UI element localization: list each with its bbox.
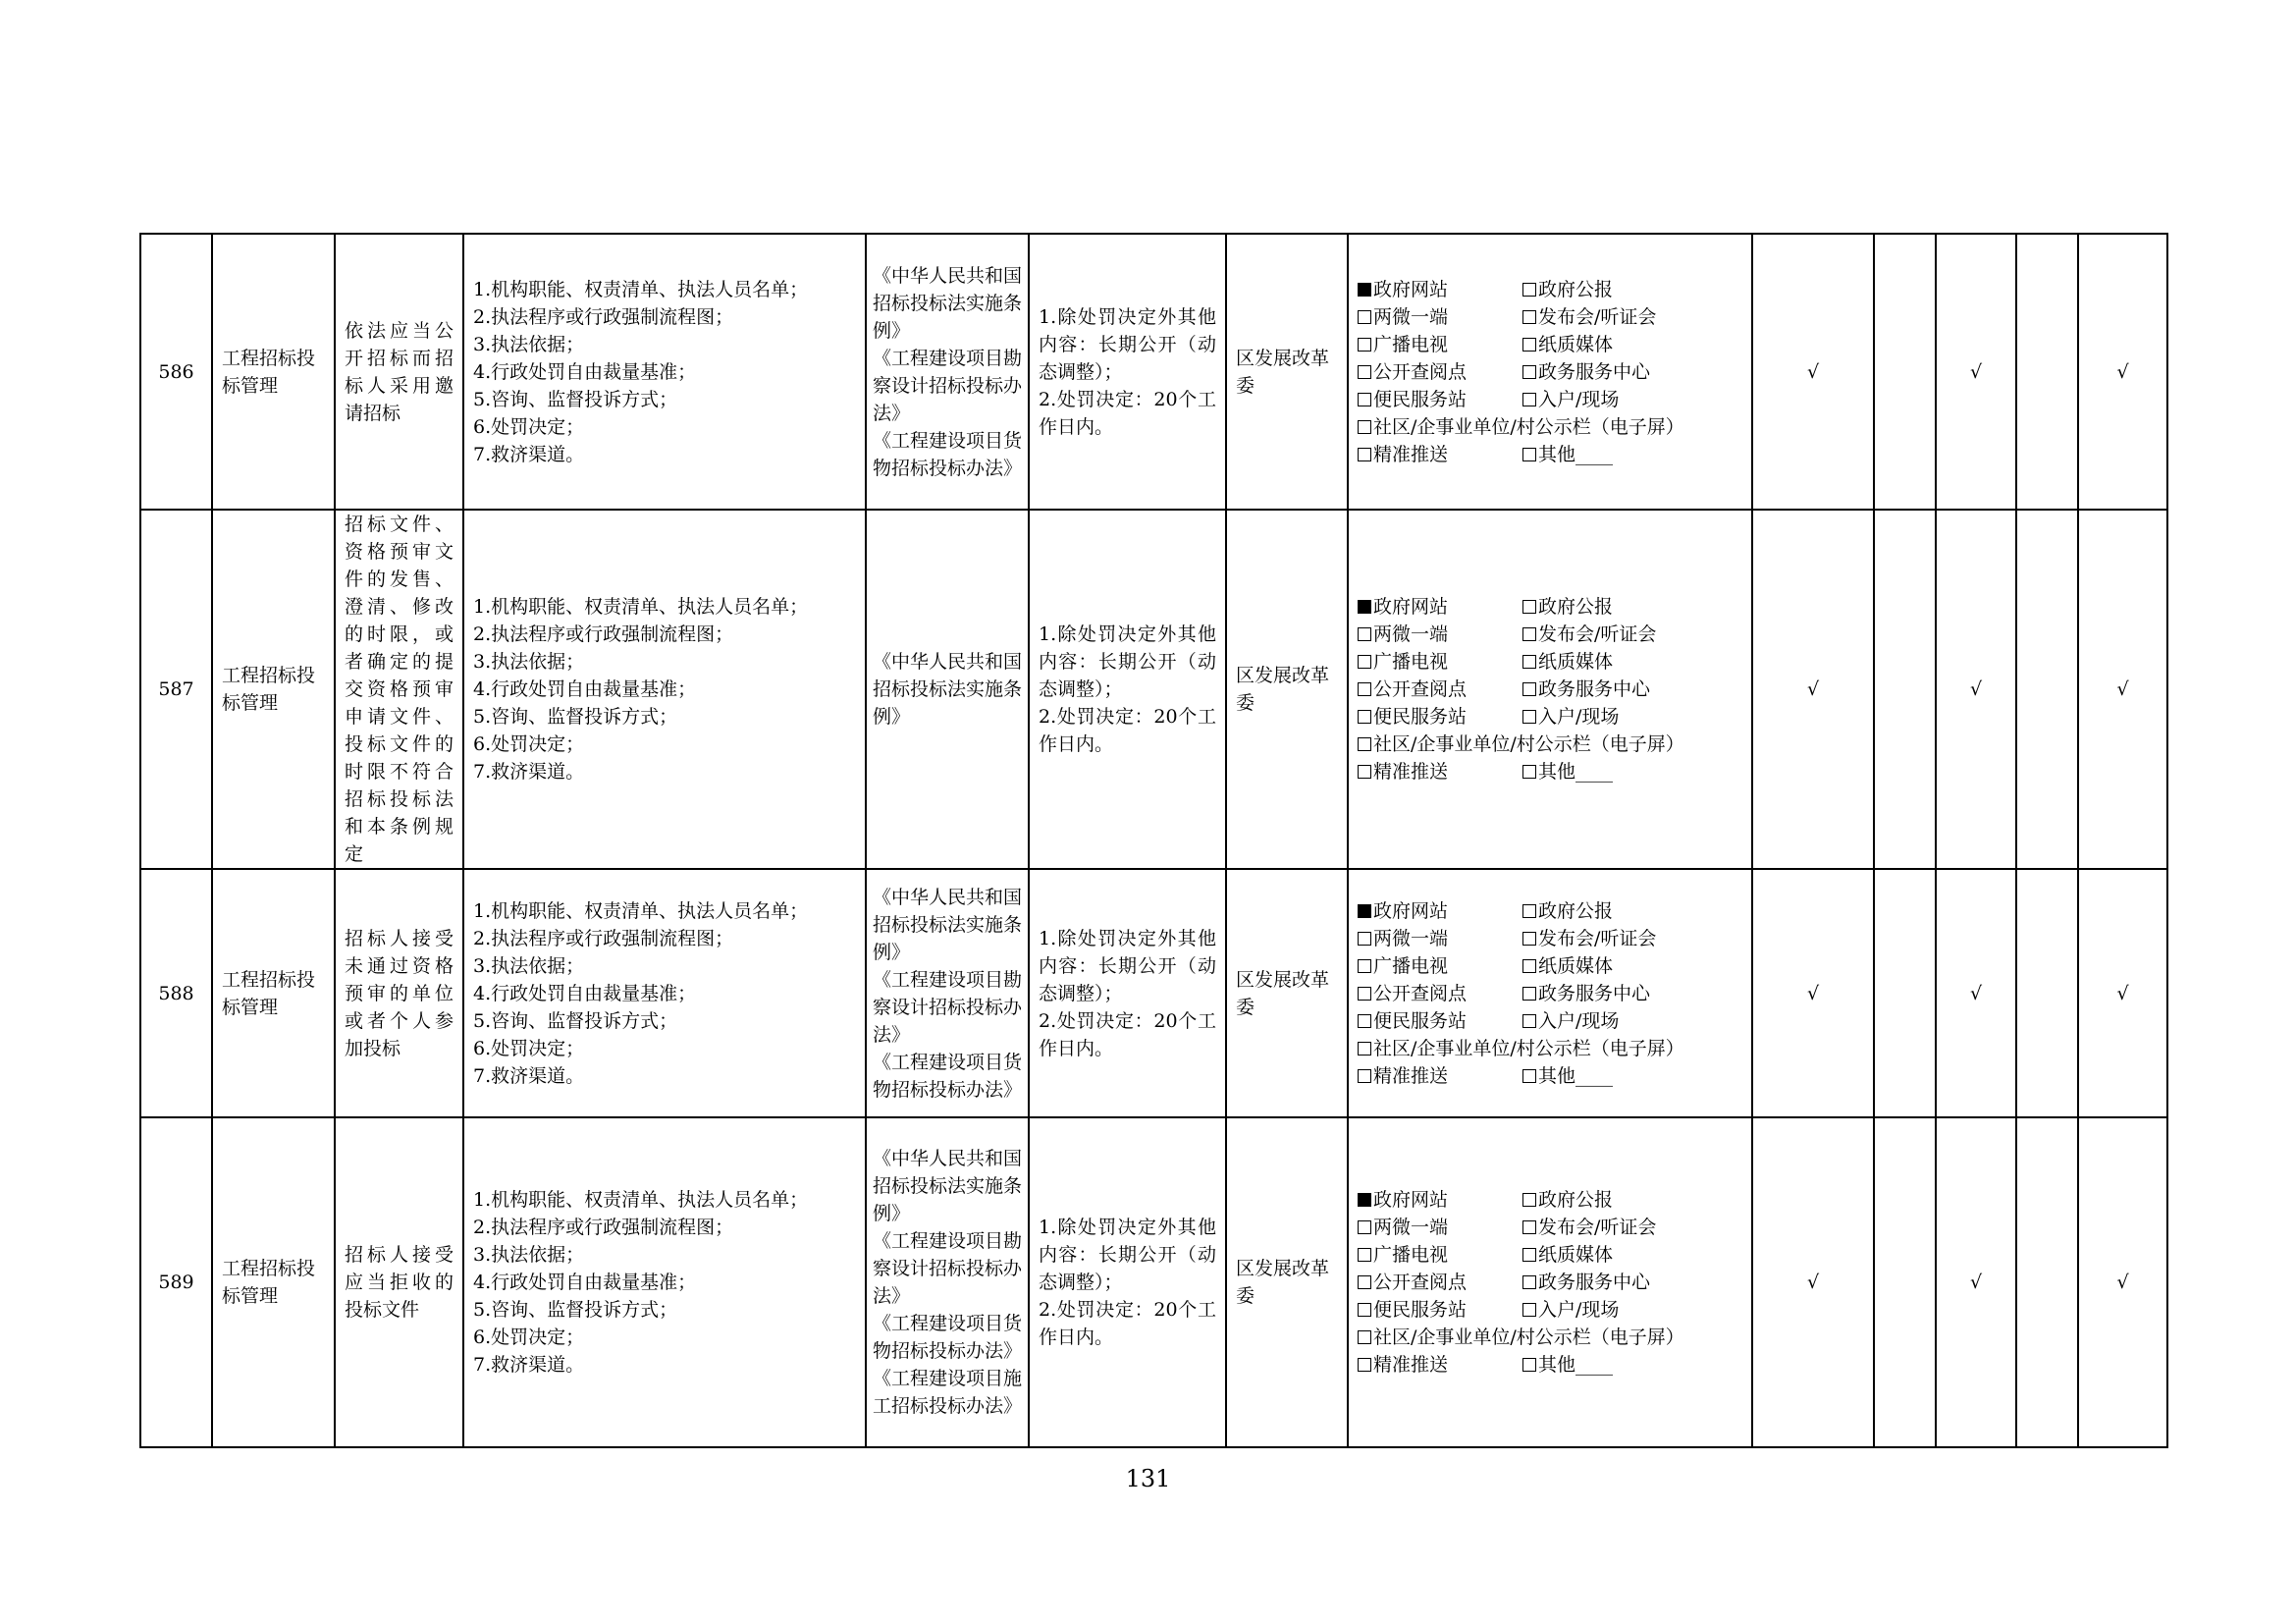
checkbox-icon	[1358, 682, 1371, 696]
empty-cell	[1874, 510, 1936, 869]
checkbox-icon	[1358, 1330, 1371, 1344]
channel-option	[1522, 593, 1719, 621]
channel-label: 政府网站	[1373, 1189, 1449, 1211]
channel-option	[1358, 1351, 1522, 1379]
channel-label: 发布会/听证会	[1538, 305, 1657, 328]
channel-label: 便民服务站	[1373, 706, 1468, 728]
checked-box-icon	[1358, 600, 1371, 614]
channel-label: 公开查阅点	[1373, 1272, 1468, 1293]
channel-label: 公开查阅点	[1373, 982, 1468, 1004]
check-mark: √	[1936, 1117, 2016, 1447]
channel-label: 政府公报	[1538, 596, 1614, 618]
channel-label: 纸质媒体	[1538, 333, 1614, 355]
channel-option	[1358, 731, 1719, 758]
channel-option	[1358, 1186, 1522, 1214]
channel-option	[1522, 1269, 1719, 1296]
channel-option	[1358, 758, 1522, 785]
channel-option	[1358, 303, 1522, 331]
check-mark: √	[1752, 234, 1874, 510]
checkbox-icon	[1358, 1358, 1371, 1372]
checkbox-icon	[1522, 600, 1536, 614]
checkbox-icon	[1522, 448, 1536, 461]
check-mark: √	[2078, 510, 2167, 869]
channel-option	[1358, 1035, 1719, 1062]
channel-option	[1522, 276, 1719, 303]
row-number: 589	[140, 1117, 212, 1447]
checked-box-icon	[1358, 283, 1371, 297]
checkbox-icon	[1358, 765, 1371, 779]
row-number: 588	[140, 869, 212, 1117]
channel-list	[1358, 276, 1742, 468]
channel-label: 政府网站	[1373, 899, 1449, 922]
checkbox-icon	[1522, 627, 1536, 641]
checkbox-icon	[1358, 932, 1371, 946]
channel-option	[1358, 1007, 1522, 1035]
channel-label: 公开查阅点	[1373, 360, 1468, 383]
channel-label: 精准推送	[1373, 761, 1449, 783]
checkbox-icon	[1522, 1220, 1536, 1234]
content-cell: 1.机构职能、权责清单、执法人员名单； 2.执法程序或行政强制流程图； 3.执法依据； 4.行政处罚自由裁量基准； 5.咨询、监督投诉方式； 6.处罚决定； 7.救济渠道。	[463, 1117, 866, 1447]
checkbox-icon	[1522, 1358, 1536, 1372]
checked-box-icon	[1358, 904, 1371, 918]
channel-label: 广播电视	[1373, 954, 1449, 977]
timing-cell: 1.除处罚决定外其他内容：长期公开（动态调整）； 2.处罚决定：20个工作日内。	[1029, 1117, 1226, 1447]
channel-option	[1358, 703, 1522, 731]
channel-option	[1522, 980, 1719, 1007]
channel-option	[1522, 1186, 1719, 1214]
channel-option	[1358, 593, 1522, 621]
channel-label: 纸质媒体	[1538, 954, 1614, 977]
channels-cell	[1348, 510, 1752, 869]
check-mark: √	[2078, 869, 2167, 1117]
channels-cell	[1348, 234, 1752, 510]
table-row	[140, 1117, 2167, 1447]
checkbox-icon	[1522, 283, 1536, 297]
checkbox-icon	[1522, 365, 1536, 379]
checkbox-icon	[1522, 959, 1536, 973]
checkbox-icon	[1522, 765, 1536, 779]
checkbox-icon	[1358, 1042, 1371, 1056]
empty-cell	[1874, 234, 1936, 510]
checkbox-icon	[1358, 365, 1371, 379]
item-cell: 依法应当公开招标而招标人采用邀请招标	[335, 234, 463, 510]
checkbox-icon	[1358, 1248, 1371, 1262]
channel-label: 其他____	[1538, 761, 1614, 783]
checkbox-icon	[1522, 393, 1536, 406]
channel-label: 社区/企事业单位/村公示栏（电子屏）	[1373, 1326, 1684, 1348]
checkbox-icon	[1358, 627, 1371, 641]
agency-cell: 区发展改革委	[1226, 234, 1348, 510]
channels-cell	[1348, 869, 1752, 1117]
checkbox-icon	[1358, 710, 1371, 724]
content-cell: 1.机构职能、权责清单、执法人员名单； 2.执法程序或行政强制流程图； 3.执法依据； 4.行政处罚自由裁量基准； 5.咨询、监督投诉方式； 6.处罚决定； 7.救济渠道。	[463, 510, 866, 869]
channel-label: 其他____	[1538, 1064, 1614, 1087]
channel-label: 政府公报	[1538, 278, 1614, 300]
checkbox-icon	[1522, 1069, 1536, 1083]
empty-cell	[1874, 869, 1936, 1117]
channel-option	[1358, 1324, 1719, 1351]
checkbox-icon	[1358, 1275, 1371, 1289]
channel-option	[1358, 980, 1522, 1007]
channel-label: 广播电视	[1373, 333, 1449, 355]
checkbox-icon	[1522, 310, 1536, 324]
channel-option	[1522, 648, 1719, 676]
checkbox-icon	[1522, 710, 1536, 724]
channel-option	[1358, 386, 1522, 413]
checkbox-icon	[1358, 448, 1371, 461]
timing-cell: 1.除处罚决定外其他内容：长期公开（动态调整）； 2.处罚决定：20个工作日内。	[1029, 510, 1226, 869]
checkbox-icon	[1522, 338, 1536, 352]
checkbox-icon	[1358, 420, 1371, 434]
channel-label: 政府公报	[1538, 899, 1614, 922]
row-number: 587	[140, 510, 212, 869]
channel-label: 政务服务中心	[1538, 360, 1651, 383]
channel-label: 发布会/听证会	[1538, 1217, 1657, 1238]
content-cell: 1.机构职能、权责清单、执法人员名单； 2.执法程序或行政强制流程图； 3.执法依据； 4.行政处罚自由裁量基准； 5.咨询、监督投诉方式； 6.处罚决定； 7.救济渠道。	[463, 869, 866, 1117]
channel-label: 精准推送	[1373, 1064, 1449, 1087]
timing-cell: 1.除处罚决定外其他内容：长期公开（动态调整）； 2.处罚决定：20个工作日内。	[1029, 869, 1226, 1117]
channel-list	[1358, 1186, 1742, 1379]
check-mark: √	[1936, 234, 2016, 510]
channel-label: 发布会/听证会	[1538, 623, 1657, 645]
channel-label: 社区/企事业单位/村公示栏（电子屏）	[1373, 733, 1684, 755]
check-mark: √	[1752, 1117, 1874, 1447]
agency-cell: 区发展改革委	[1226, 869, 1348, 1117]
basis-cell: 《中华人民共和国招标投标法实施条例》 《工程建设项目勘察设计招标投标办 法》 《工程建设项目货物招标投标办法》	[866, 234, 1029, 510]
checkbox-icon	[1522, 932, 1536, 946]
channel-option	[1358, 276, 1522, 303]
channel-label: 政府公报	[1538, 1189, 1614, 1211]
table-row	[140, 869, 2167, 1117]
channel-label: 两微一端	[1373, 623, 1449, 645]
row-number: 586	[140, 234, 212, 510]
channel-list	[1358, 593, 1742, 785]
channel-label: 广播电视	[1373, 651, 1449, 673]
channel-label: 便民服务站	[1373, 1009, 1468, 1032]
empty-cell	[2016, 234, 2078, 510]
channel-option	[1522, 758, 1719, 785]
check-mark: √	[2078, 234, 2167, 510]
channel-option	[1522, 897, 1719, 925]
channel-option	[1522, 441, 1719, 468]
check-mark: √	[1936, 510, 2016, 869]
checkbox-icon	[1358, 1220, 1371, 1234]
content-cell: 1.机构职能、权责清单、执法人员名单； 2.执法程序或行政强制流程图； 3.执法依据； 4.行政处罚自由裁量基准； 5.咨询、监督投诉方式； 6.处罚决定； 7.救济渠道。	[463, 234, 866, 510]
channel-option	[1522, 676, 1719, 703]
page-number: 131	[1125, 1465, 1171, 1492]
check-mark: √	[1752, 869, 1874, 1117]
channel-option	[1522, 1062, 1719, 1090]
channel-option	[1358, 331, 1522, 358]
channel-label: 发布会/听证会	[1538, 927, 1657, 949]
channel-label: 政务服务中心	[1538, 678, 1651, 700]
channel-label: 社区/企事业单位/村公示栏（电子屏）	[1373, 1037, 1684, 1059]
channel-option	[1358, 1062, 1522, 1090]
category-cell: 工程招标投标管理	[212, 510, 335, 869]
channel-option	[1358, 358, 1522, 386]
channel-option	[1522, 1214, 1719, 1241]
channel-list	[1358, 897, 1742, 1090]
channel-label: 两微一端	[1373, 1217, 1449, 1238]
channel-option	[1522, 1351, 1719, 1379]
channel-label: 入户/现场	[1538, 1009, 1620, 1032]
channel-option	[1358, 1214, 1522, 1241]
channel-option	[1522, 386, 1719, 413]
empty-cell	[2016, 1117, 2078, 1447]
checkbox-icon	[1522, 987, 1536, 1001]
checkbox-icon	[1358, 1303, 1371, 1317]
channel-label: 入户/现场	[1538, 706, 1620, 728]
checkbox-icon	[1522, 682, 1536, 696]
agency-cell: 区发展改革委	[1226, 1117, 1348, 1447]
checkbox-icon	[1358, 1014, 1371, 1028]
channel-option	[1358, 413, 1719, 441]
channel-label: 精准推送	[1373, 1354, 1449, 1376]
channel-option	[1358, 1269, 1522, 1296]
channel-option	[1358, 648, 1522, 676]
channel-label: 广播电视	[1373, 1244, 1449, 1266]
channel-option	[1522, 1241, 1719, 1269]
category-cell: 工程招标投标管理	[212, 869, 335, 1117]
channel-label: 精准推送	[1373, 443, 1449, 465]
checkbox-icon	[1358, 655, 1371, 669]
checkbox-icon	[1358, 959, 1371, 973]
basis-cell: 《中华人民共和国招标投标法实施条例》 《工程建设项目勘察设计招标投标办法》 《工程建设项目货物招标投标办法》	[866, 869, 1029, 1117]
channel-label: 两微一端	[1373, 927, 1449, 949]
checkbox-icon	[1522, 1303, 1536, 1317]
channel-option	[1522, 703, 1719, 731]
empty-cell	[2016, 510, 2078, 869]
channel-label: 便民服务站	[1373, 388, 1468, 410]
agency-cell: 区发展改革委	[1226, 510, 1348, 869]
checkbox-icon	[1358, 393, 1371, 406]
empty-cell	[2016, 869, 2078, 1117]
channel-option	[1358, 676, 1522, 703]
channel-label: 入户/现场	[1538, 1299, 1620, 1321]
channel-option	[1358, 897, 1522, 925]
checkbox-icon	[1522, 904, 1536, 918]
checkbox-icon	[1358, 310, 1371, 324]
channel-option	[1522, 1007, 1719, 1035]
channel-option	[1522, 358, 1719, 386]
channel-label: 其他____	[1538, 443, 1614, 465]
channel-option	[1522, 303, 1719, 331]
channel-option	[1358, 925, 1522, 952]
channel-option	[1522, 925, 1719, 952]
channel-option	[1522, 1296, 1719, 1324]
channel-option	[1358, 1241, 1522, 1269]
checkbox-icon	[1522, 1248, 1536, 1262]
item-cell: 招标人接受应当拒收的投标文件	[335, 1117, 463, 1447]
basis-cell: 《中华人民共和国招标投标法实施条例》	[866, 510, 1029, 869]
checkbox-icon	[1358, 737, 1371, 751]
channel-option	[1358, 441, 1522, 468]
empty-cell	[1874, 1117, 1936, 1447]
checkbox-icon	[1522, 1275, 1536, 1289]
checked-box-icon	[1358, 1193, 1371, 1207]
channels-cell	[1348, 1117, 1752, 1447]
checkbox-icon	[1522, 1014, 1536, 1028]
category-cell: 工程招标投标管理	[212, 1117, 335, 1447]
checkbox-icon	[1522, 655, 1536, 669]
table-row	[140, 510, 2167, 869]
checkbox-icon	[1522, 1193, 1536, 1207]
channel-label: 社区/企事业单位/村公示栏（电子屏）	[1373, 415, 1684, 438]
channel-option	[1522, 621, 1719, 648]
channel-label: 两微一端	[1373, 305, 1449, 328]
channel-label: 入户/现场	[1538, 388, 1620, 410]
channel-label: 政务服务中心	[1538, 982, 1651, 1004]
item-cell: 招标文件、资格预审文件的发售、澄清、修改的时限，或者确定的提交资格预审申请文件、投标文件的时限不符合招标投标法和本条例规定	[335, 510, 463, 869]
category-cell: 工程招标投标管理	[212, 234, 335, 510]
item-cell: 招标人接受未通过资格预审的单位或者个人参加投标	[335, 869, 463, 1117]
channel-option	[1358, 952, 1522, 980]
check-mark: √	[2078, 1117, 2167, 1447]
table-row	[140, 234, 2167, 510]
channel-label: 政府网站	[1373, 596, 1449, 618]
checkbox-icon	[1358, 338, 1371, 352]
channel-label: 其他____	[1538, 1354, 1614, 1376]
channel-label: 政府网站	[1373, 278, 1449, 300]
channel-label: 纸质媒体	[1538, 1244, 1614, 1266]
channel-option	[1358, 621, 1522, 648]
checkbox-icon	[1358, 1069, 1371, 1083]
channel-option	[1358, 1296, 1522, 1324]
disclosure-table	[139, 233, 2168, 1448]
timing-cell: 1.除处罚决定外其他内容：长期公开（动态调整）； 2.处罚决定：20个工作日内。	[1029, 234, 1226, 510]
channel-label: 纸质媒体	[1538, 651, 1614, 673]
check-mark: √	[1936, 869, 2016, 1117]
channel-option	[1522, 952, 1719, 980]
channel-option	[1522, 331, 1719, 358]
channel-label: 便民服务站	[1373, 1299, 1468, 1321]
channel-label: 公开查阅点	[1373, 678, 1468, 700]
basis-cell: 《中华人民共和国招标投标法实施条例》 《工程建设项目勘察设计招标投标办法》 《工程建设项目货物招标投标办法》 《工程建设项目施工招标投标办法》	[866, 1117, 1029, 1447]
channel-label: 政务服务中心	[1538, 1272, 1651, 1293]
check-mark: √	[1752, 510, 1874, 869]
checkbox-icon	[1358, 987, 1371, 1001]
